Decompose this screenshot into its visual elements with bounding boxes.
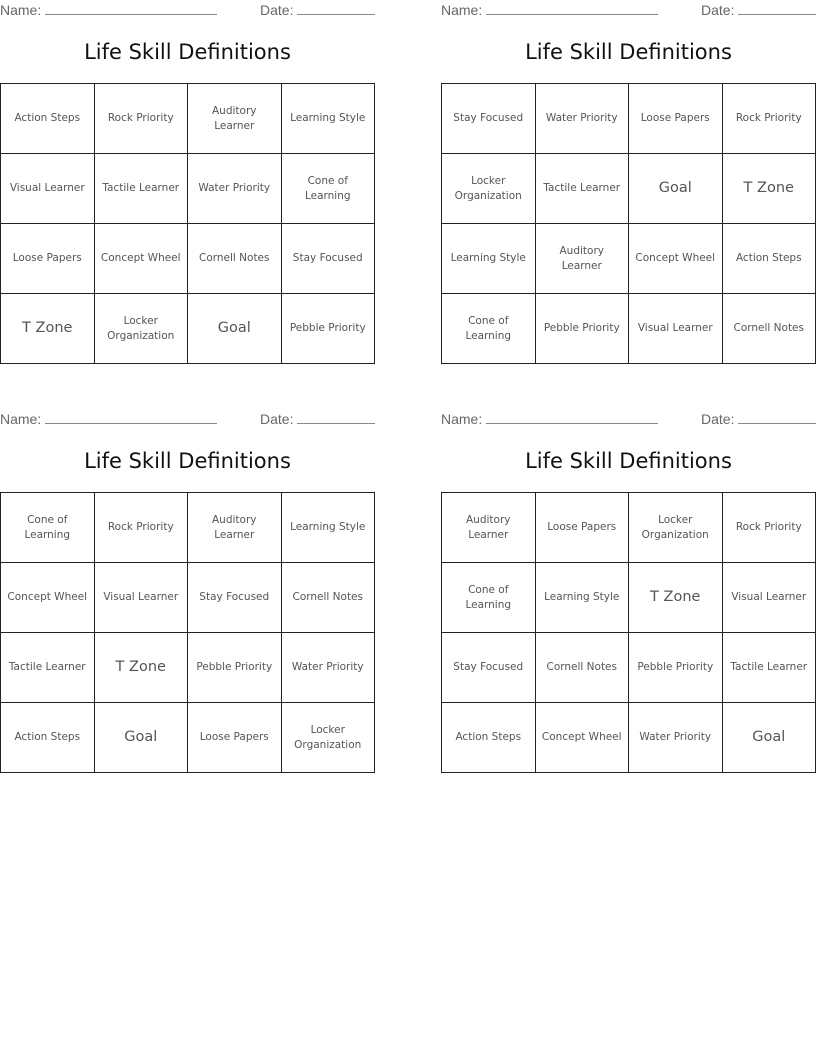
name-date-header <box>441 1 816 21</box>
grid-cell: Learning Style <box>442 224 536 294</box>
name-label: Name: <box>441 411 483 427</box>
grid-cell: Water Priority <box>281 633 375 703</box>
date-label: Date: <box>701 411 735 427</box>
grid-cell: Visual Learner <box>94 563 188 633</box>
date-field <box>701 1 816 18</box>
grid-cell: Auditory Learner <box>188 84 282 154</box>
grid-cell: Auditory Learner <box>188 493 282 563</box>
grid-row <box>1 84 375 154</box>
grid-cell: Cornell Notes <box>188 224 282 294</box>
bingo-grid <box>441 492 816 773</box>
grid-cell: Goal <box>629 154 723 224</box>
name-date-header <box>441 410 816 430</box>
grid-cell: Water Priority <box>535 84 629 154</box>
grid-cell: Cornell Notes <box>281 563 375 633</box>
grid-cell: Auditory Learner <box>535 224 629 294</box>
grid-cell: Tactile Learner <box>1 633 95 703</box>
grid-row <box>442 703 816 773</box>
grid-cell: Action Steps <box>1 84 95 154</box>
grid-cell: Loose Papers <box>1 224 95 294</box>
grid-cell: Learning Style <box>281 84 375 154</box>
grid-cell: Pebble Priority <box>188 633 282 703</box>
grid-row <box>1 563 375 633</box>
grid-cell: Auditory Learner <box>442 493 536 563</box>
name-label: Name: <box>441 2 483 18</box>
grid-cell: Tactile Learner <box>535 154 629 224</box>
grid-row <box>442 154 816 224</box>
name-blank-line <box>486 410 658 424</box>
grid-cell: T Zone <box>722 154 816 224</box>
date-label: Date: <box>260 411 294 427</box>
grid-cell: T Zone <box>1 294 95 364</box>
grid-cell: Stay Focused <box>442 84 536 154</box>
grid-cell: Tactile Learner <box>94 154 188 224</box>
date-label: Date: <box>701 2 735 18</box>
grid-cell: Pebble Priority <box>281 294 375 364</box>
grid-cell: Rock Priority <box>722 84 816 154</box>
bingo-card <box>0 409 376 769</box>
name-date-header <box>0 410 376 430</box>
grid-cell: Learning Style <box>281 493 375 563</box>
name-label: Name: <box>0 411 42 427</box>
grid-cell: Action Steps <box>442 703 536 773</box>
card-title: Life Skill Definitions <box>525 40 732 64</box>
grid-row <box>1 224 375 294</box>
name-field <box>441 1 658 18</box>
grid-cell: Visual Learner <box>1 154 95 224</box>
grid-cell: Action Steps <box>722 224 816 294</box>
grid-cell: Learning Style <box>535 563 629 633</box>
grid-cell: Tactile Learner <box>722 633 816 703</box>
date-field <box>260 410 375 427</box>
grid-cell: Cone of Learning <box>1 493 95 563</box>
grid-row <box>1 703 375 773</box>
grid-cell: Goal <box>188 294 282 364</box>
grid-cell: Action Steps <box>1 703 95 773</box>
grid-cell: Locker Organization <box>281 703 375 773</box>
grid-cell: Cornell Notes <box>535 633 629 703</box>
grid-cell: Concept Wheel <box>94 224 188 294</box>
grid-row <box>1 294 375 364</box>
grid-cell: Locker Organization <box>629 493 723 563</box>
grid-cell: Stay Focused <box>442 633 536 703</box>
grid-cell: Loose Papers <box>535 493 629 563</box>
grid-cell: Loose Papers <box>629 84 723 154</box>
bingo-card <box>441 0 816 360</box>
grid-cell: Goal <box>722 703 816 773</box>
grid-row <box>1 154 375 224</box>
date-blank-line <box>297 1 375 15</box>
name-blank-line <box>486 1 658 15</box>
grid-cell: Rock Priority <box>722 493 816 563</box>
card-title: Life Skill Definitions <box>84 40 291 64</box>
grid-cell: Loose Papers <box>188 703 282 773</box>
bingo-grid <box>0 492 375 773</box>
grid-row <box>1 633 375 703</box>
name-field <box>441 410 658 427</box>
grid-cell: T Zone <box>629 563 723 633</box>
grid-cell: Locker Organization <box>94 294 188 364</box>
bingo-grid <box>0 83 375 364</box>
grid-cell: Water Priority <box>629 703 723 773</box>
grid-cell: Cornell Notes <box>722 294 816 364</box>
grid-cell: Cone of Learning <box>281 154 375 224</box>
bingo-grid <box>441 83 816 364</box>
date-blank-line <box>297 410 375 424</box>
card-title: Life Skill Definitions <box>525 449 732 473</box>
date-label: Date: <box>260 2 294 18</box>
grid-cell: Rock Priority <box>94 84 188 154</box>
grid-cell: Pebble Priority <box>629 633 723 703</box>
grid-cell: Water Priority <box>188 154 282 224</box>
grid-cell: Concept Wheel <box>535 703 629 773</box>
date-blank-line <box>738 410 816 424</box>
grid-cell: Visual Learner <box>629 294 723 364</box>
grid-row <box>442 294 816 364</box>
grid-cell: Concept Wheel <box>629 224 723 294</box>
card-title: Life Skill Definitions <box>84 449 291 473</box>
name-blank-line <box>45 410 217 424</box>
bingo-card <box>0 0 376 360</box>
grid-cell: Locker Organization <box>442 154 536 224</box>
name-date-header <box>0 1 376 21</box>
grid-cell: Stay Focused <box>188 563 282 633</box>
grid-cell: Cone of Learning <box>442 563 536 633</box>
grid-cell: T Zone <box>94 633 188 703</box>
name-field <box>0 1 217 18</box>
grid-row <box>442 563 816 633</box>
grid-row <box>442 493 816 563</box>
grid-cell: Visual Learner <box>722 563 816 633</box>
date-field <box>701 410 816 427</box>
date-field <box>260 1 375 18</box>
grid-cell: Goal <box>94 703 188 773</box>
grid-cell: Cone of Learning <box>442 294 536 364</box>
grid-cell: Rock Priority <box>94 493 188 563</box>
date-blank-line <box>738 1 816 15</box>
grid-row <box>442 633 816 703</box>
grid-row <box>442 224 816 294</box>
bingo-card <box>441 409 816 769</box>
grid-row <box>442 84 816 154</box>
grid-cell: Stay Focused <box>281 224 375 294</box>
grid-cell: Concept Wheel <box>1 563 95 633</box>
name-label: Name: <box>0 2 42 18</box>
grid-cell: Pebble Priority <box>535 294 629 364</box>
name-field <box>0 410 217 427</box>
name-blank-line <box>45 1 217 15</box>
grid-row <box>1 493 375 563</box>
